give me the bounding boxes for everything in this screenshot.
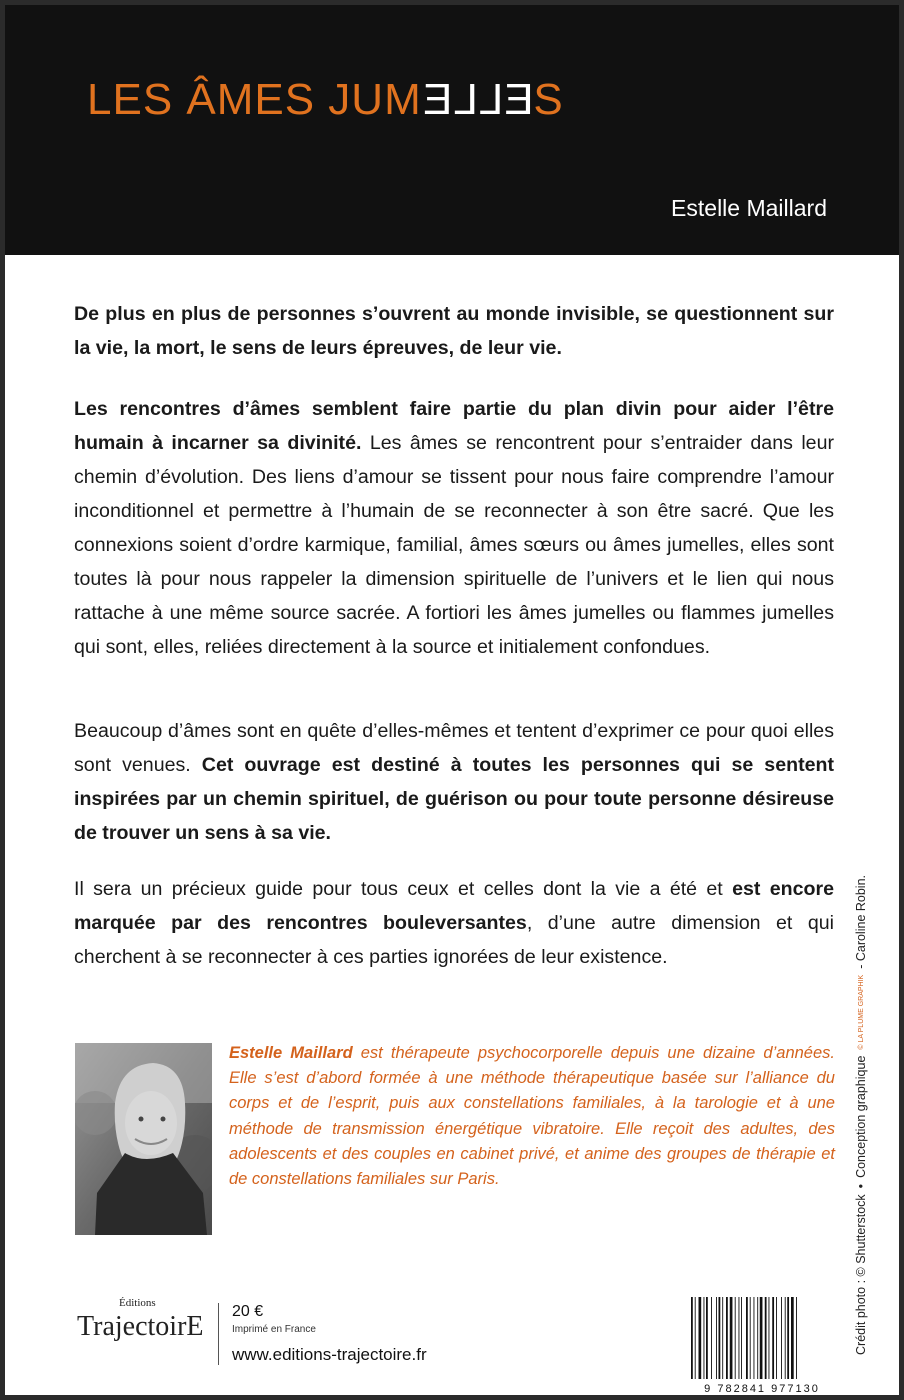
publisher-label: Éditions — [119, 1297, 156, 1309]
barcode — [689, 1297, 835, 1379]
barcode-bar — [719, 1297, 721, 1379]
paragraph-audience — [74, 714, 834, 850]
paragraph-audience-text: Beaucoup d’âmes sont en quête d’elles-mêmes et tentent d’exprimer ce pour quoi elles sont venues. — [74, 720, 834, 776]
barcode-bar — [772, 1297, 774, 1379]
barcode-bar — [796, 1297, 797, 1379]
barcode-bar — [730, 1297, 733, 1379]
title-main: LES ÂMES JUM — [87, 75, 422, 124]
barcode-bar — [691, 1297, 693, 1379]
bio-author-name: Estelle Maillard — [229, 1044, 353, 1062]
bio-text: est thérapeute psychocorporelle depuis une dizaine d’années. Elle s’est d’abord formée à une méthode thérapeutique basée sur l’alliance du corps et de l’esprit, puis aux constellations familiales, à la tarologie et à une méthode de transmission énergétique vibratoire. Elle reçoit des adultes, des adolescents et des couples en cabinet privé, et anime des groupes de thérapie et de constellations familiales sur Paris. — [229, 1044, 835, 1189]
isbn-number: 9 782841 977130 — [704, 1383, 820, 1395]
paragraph-intro-bold: De plus en plus de personnes s’ouvrent au monde invisible, se questionnent sur la vie, la mort, le sens de leurs épreuves, de leur vie. — [74, 303, 834, 359]
barcode-bar — [760, 1297, 763, 1379]
barcode-bar — [785, 1297, 786, 1379]
barcode-bar — [769, 1297, 770, 1379]
cover-header — [5, 5, 899, 255]
barcode-bar — [781, 1297, 782, 1379]
publisher-logo — [77, 1295, 215, 1365]
printed-in: Imprimé en France — [232, 1324, 316, 1335]
paragraph-encounters — [74, 392, 834, 664]
barcode-bar — [735, 1297, 736, 1379]
credits-vertical — [849, 335, 873, 1355]
barcode-bar — [754, 1297, 755, 1379]
barcode-bar — [711, 1297, 712, 1379]
barcode-bar — [765, 1297, 767, 1379]
paragraph-audience-bold: Cet ouvrage est destiné à toutes les personnes qui se sentent inspirées par un chemin spirituel, de guérison ou pour toute personne désireuse de trouver un sens à sa vie. — [74, 754, 834, 844]
barcode-bar — [791, 1297, 794, 1379]
design-credit: Conception graphique — [854, 1055, 868, 1178]
title-mirrored-letters: ELLE — [421, 75, 534, 124]
barcode-bar — [716, 1297, 717, 1379]
barcode-bar — [741, 1297, 742, 1379]
barcode-bar — [706, 1297, 708, 1379]
paragraph-guide-start: Il sera un précieux guide pour tous ceux et celles dont la vie a été et — [74, 878, 733, 900]
publisher-website: www.editions-trajectoire.fr — [232, 1345, 427, 1364]
design-studio-logo: © LA PLUME GRAPHIK — [857, 974, 865, 1050]
book-title — [87, 75, 564, 125]
paragraph-encounters-text: Les âmes se rencontrent pour s’entraider dans leur chemin d’évolution. Des liens d’amour se tissent pour nous faire comprendre l’amour inconditionnel et permettre à l’humain de se reconnecter à son être sacré. Que les connexions soient d’ordre karmique, familial, âmes sœurs ou âmes jumelles, elles sont toutes là pour nous rappeler la dimension spirituelle de l’univers et le lien qui nous rattache à une même source sacrée. A fortiori les âmes jumelles ou flammes jumelles qui sont, elles, reliées directement à la source et initialement confondues. — [74, 432, 834, 658]
barcode-bar — [726, 1297, 728, 1379]
barcode-bar — [722, 1297, 723, 1379]
barcode-bar — [739, 1297, 740, 1379]
author-bio — [229, 1041, 835, 1192]
designer-name: - Caroline Robin. — [854, 875, 868, 969]
barcode-bar — [750, 1297, 751, 1379]
barcode-bar — [695, 1297, 696, 1379]
footer-divider — [218, 1303, 219, 1365]
price: 20 € — [232, 1303, 264, 1320]
paragraph-guide-bold: est encore marquée par des rencontres bouleversantes — [74, 878, 834, 934]
photo-credit: Crédit photo : © Shutterstock — [854, 1194, 868, 1355]
author-photo — [75, 1043, 212, 1235]
paragraph-encounters-bold: Les rencontres d’âmes semblent faire partie du plan divin pour aider l’être humain à incarner sa divinité. — [74, 398, 834, 454]
barcode-bar — [776, 1297, 777, 1379]
barcode-bar — [787, 1297, 789, 1379]
barcode-bar — [757, 1297, 758, 1379]
paragraph-guide — [74, 872, 834, 974]
cover-body — [5, 255, 899, 1395]
barcode-bar — [699, 1297, 702, 1379]
barcode-bar — [746, 1297, 748, 1379]
publisher-name: TrajectoirE — [77, 1311, 204, 1342]
author-name: Estelle Maillard — [671, 195, 827, 221]
credit-separator: • — [854, 1183, 868, 1189]
paragraph-guide-end: , d’une autre dimension et qui cherchent à se reconnecter à ces parties ignorées de leur existence. — [74, 912, 834, 968]
paragraph-intro — [74, 297, 834, 365]
barcode-bar — [704, 1297, 705, 1379]
title-end: S — [533, 75, 564, 124]
